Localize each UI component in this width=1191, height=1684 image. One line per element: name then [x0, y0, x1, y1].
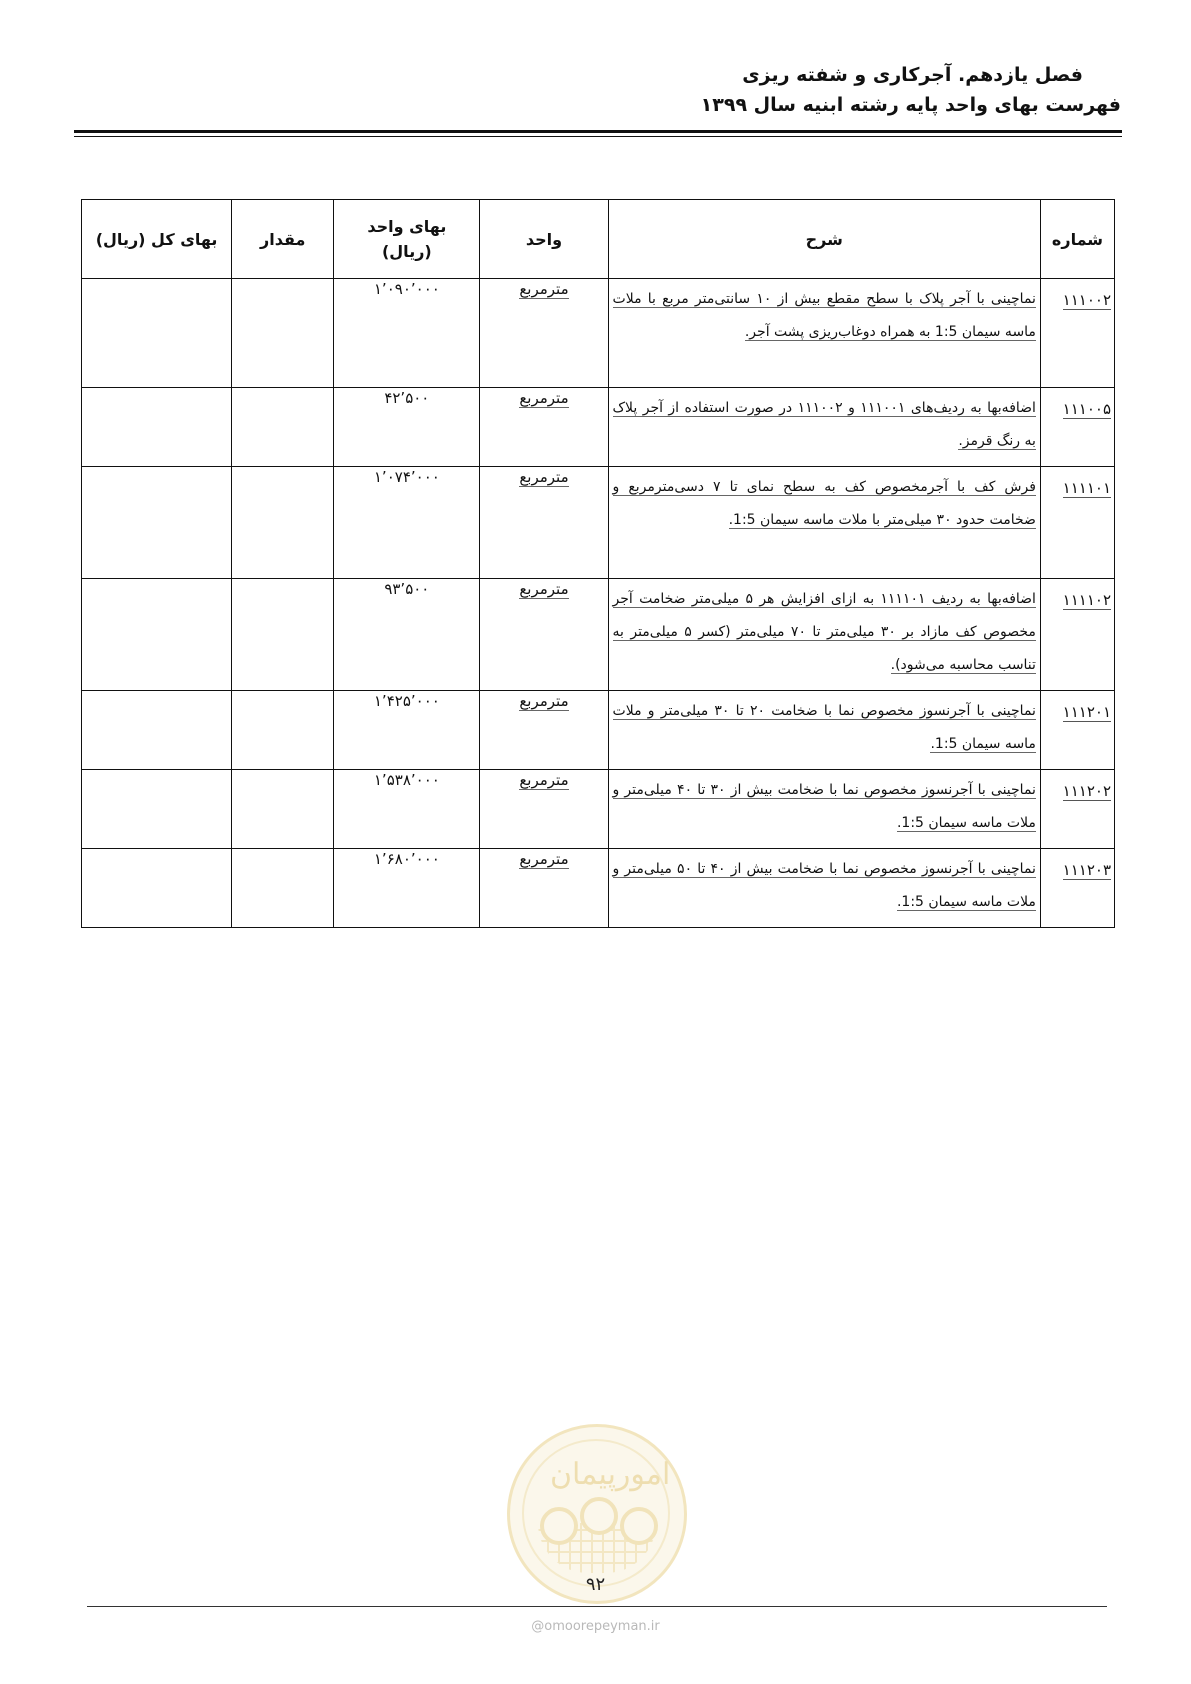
row-description[interactable]: نماچینی با آجرنسوز مخصوص نما با ضخامت ۲۰ تا ۳۰ میلی‌متر و ملات ماسه سیمان 1:5. — [612, 703, 1036, 752]
row-description-cell — [608, 849, 1040, 928]
row-description-cell — [608, 770, 1040, 849]
row-number[interactable]: ۱۱۱۱۰۱ — [1062, 479, 1111, 497]
column-header-unit: واحد — [480, 200, 608, 279]
row-number[interactable]: ۱۱۱۰۰۵ — [1062, 400, 1111, 418]
row-number[interactable]: ۱۱۱۲۰۳ — [1062, 861, 1111, 879]
row-quantity — [232, 279, 334, 388]
row-total-price — [82, 579, 232, 691]
row-quantity — [232, 388, 334, 467]
row-unit[interactable]: مترمربع — [519, 280, 569, 298]
row-description[interactable]: نماچینی با آجر پلاک با سطح مقطع بیش از ۱۰ سانتی‌متر مربع با ملات ماسه سیمان 1:5 به همراه دوغاب‌ریزی پشت آجر. — [612, 291, 1036, 340]
row-quantity — [232, 691, 334, 770]
unit-price-header-line2: (ریال) — [381, 242, 432, 261]
row-unit-cell — [480, 279, 608, 388]
row-description-cell — [608, 279, 1040, 388]
table-row — [82, 770, 1115, 849]
row-description-cell — [608, 579, 1040, 691]
person-icon — [580, 1497, 618, 1535]
row-description-cell — [608, 388, 1040, 467]
column-header-description: شرح — [608, 200, 1040, 279]
row-unit-cell — [480, 849, 608, 928]
table-header-row — [82, 200, 1115, 279]
row-number-cell — [1040, 467, 1114, 579]
row-unit-price: ۱٬۶۸۰٬۰۰۰ — [334, 849, 480, 928]
row-total-price — [82, 279, 232, 388]
row-number[interactable]: ۱۱۱۰۰۲ — [1062, 291, 1111, 309]
row-unit[interactable]: مترمربع — [519, 692, 569, 710]
watermark-url: @omoorepeyman.ir — [531, 1619, 660, 1634]
row-unit[interactable]: مترمربع — [519, 850, 569, 868]
column-header-number: شماره — [1040, 200, 1114, 279]
row-unit-price: ۱٬۴۲۵٬۰۰۰ — [334, 691, 480, 770]
row-number-cell — [1040, 388, 1114, 467]
row-number-cell — [1040, 579, 1114, 691]
row-total-price — [82, 388, 232, 467]
row-number-cell — [1040, 849, 1114, 928]
row-number[interactable]: ۱۱۱۲۰۲ — [1062, 782, 1111, 800]
document-title: فهرست بهای واحد پایه رشته ابنیه سال ۱۳۹۹ — [700, 94, 1121, 116]
table-row — [82, 467, 1115, 579]
gear-icon — [620, 1507, 658, 1545]
row-total-price — [82, 467, 232, 579]
table-row — [82, 691, 1115, 770]
column-header-total-price: بهای کل (ریال) — [82, 200, 232, 279]
table-row — [82, 849, 1115, 928]
row-total-price — [82, 691, 232, 770]
table-row — [82, 579, 1115, 691]
page-number: ۹۲ — [585, 1574, 606, 1595]
price-table — [81, 199, 1115, 928]
row-description[interactable]: اضافه‌بها به ردیف‌های ۱۱۱۰۰۱ و ۱۱۱۰۰۲ در صورت استفاده از آجر پلاک به رنگ قرمز. — [612, 400, 1036, 449]
page-header — [61, 60, 1121, 120]
row-total-price — [82, 770, 232, 849]
row-description[interactable]: نماچینی با آجرنسوز مخصوص نما با ضخامت بیش از ۴۰ تا ۵۰ میلی‌متر و ملات ماسه سیمان 1:5. — [612, 861, 1036, 910]
row-quantity — [232, 770, 334, 849]
row-number[interactable]: ۱۱۱۱۰۲ — [1062, 591, 1111, 609]
table-row — [82, 279, 1115, 388]
row-unit-cell — [480, 770, 608, 849]
row-unit-price: ۱٬۰۷۴٬۰۰۰ — [334, 467, 480, 579]
column-header-quantity: مقدار — [232, 200, 334, 279]
row-quantity — [232, 849, 334, 928]
row-unit-cell — [480, 467, 608, 579]
table-row — [82, 388, 1115, 467]
scale-icon — [540, 1507, 578, 1545]
row-unit[interactable]: مترمربع — [519, 771, 569, 789]
column-header-unit-price — [334, 200, 480, 279]
row-unit[interactable]: مترمربع — [519, 580, 569, 598]
row-quantity — [232, 579, 334, 691]
row-unit-price: ۱٬۵۳۸٬۰۰۰ — [334, 770, 480, 849]
row-quantity — [232, 467, 334, 579]
footer-rule — [87, 1606, 1107, 1607]
row-unit-price: ۱٬۰۹۰٬۰۰۰ — [334, 279, 480, 388]
row-description[interactable]: فرش کف با آجرمخصوص کف به سطح نمای تا ۷ دسی‌مترمربع و ضخامت حدود ۳۰ میلی‌متر با ملات ماسه سیمان 1:5. — [612, 479, 1036, 528]
header-rule-thick — [74, 130, 1122, 133]
row-unit-price: ۹۳٬۵۰۰ — [334, 579, 480, 691]
row-description[interactable]: نماچینی با آجرنسوز مخصوص نما با ضخامت بیش از ۳۰ تا ۴۰ میلی‌متر و ملات ماسه سیمان 1:5. — [612, 782, 1036, 831]
row-number[interactable]: ۱۱۱۲۰۱ — [1062, 703, 1111, 721]
row-unit-cell — [480, 388, 608, 467]
row-description-cell — [608, 467, 1040, 579]
row-unit-cell — [480, 691, 608, 770]
chapter-title: فصل یازدهم. آجرکاری و شفته ریزی — [742, 64, 1083, 86]
row-number-cell — [1040, 279, 1114, 388]
stamp-script-text: امورپیمان — [550, 1457, 671, 1492]
row-number-cell — [1040, 691, 1114, 770]
row-unit[interactable]: مترمربع — [519, 468, 569, 486]
row-unit-cell — [480, 579, 608, 691]
row-unit[interactable]: مترمربع — [519, 389, 569, 407]
unit-price-header-line1: بهای واحد — [367, 217, 447, 236]
row-total-price — [82, 849, 232, 928]
row-description-cell — [608, 691, 1040, 770]
row-unit-price: ۴۲٬۵۰۰ — [334, 388, 480, 467]
row-number-cell — [1040, 770, 1114, 849]
row-description[interactable]: اضافه‌بها به ردیف ۱۱۱۱۰۱ به ازای افزایش هر ۵ میلی‌متر ضخامت آجر مخصوص کف مازاد بر ۳۰ میلی‌متر تا ۷۰ میلی‌متر (کسر ۵ میلی‌متر به تناسب محاسبه می‌شود). — [612, 591, 1036, 673]
header-rule-thin — [74, 136, 1122, 137]
